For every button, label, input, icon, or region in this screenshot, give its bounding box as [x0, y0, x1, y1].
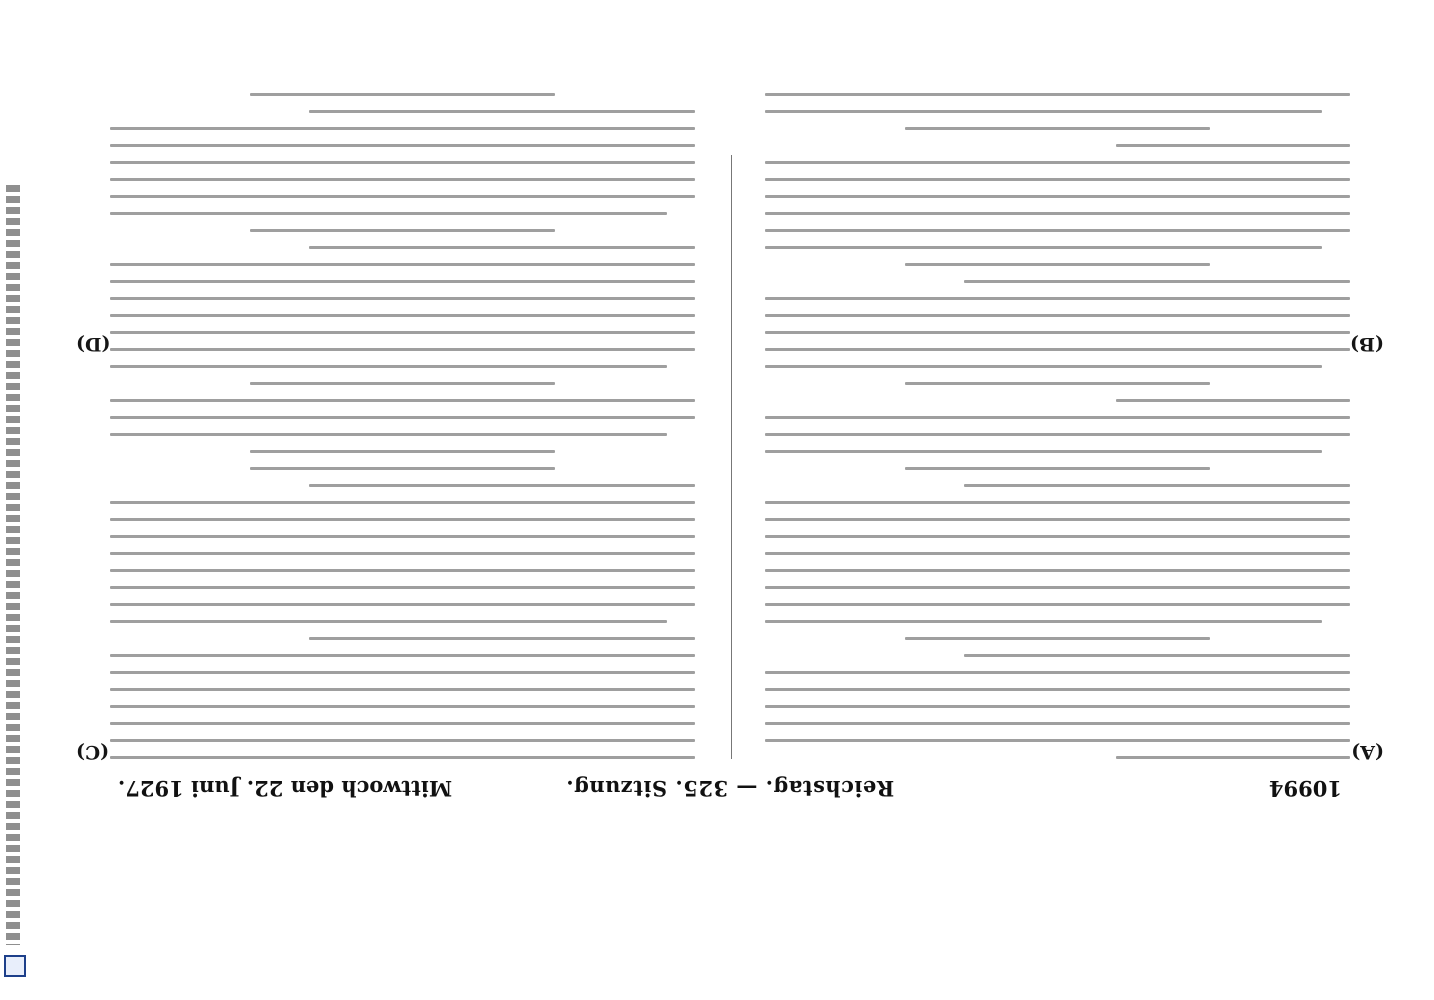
text-line [250, 229, 554, 232]
text-line [765, 314, 1350, 317]
text-line [110, 552, 695, 555]
text-line [309, 110, 695, 113]
text-line [905, 467, 1209, 470]
text-line [964, 654, 1350, 657]
text-line [765, 671, 1350, 674]
text-line [1116, 399, 1350, 402]
text-line [110, 688, 695, 691]
text-line [765, 93, 1350, 96]
text-line [110, 739, 695, 742]
text-line [110, 586, 695, 589]
text-line [765, 722, 1350, 725]
text-line [110, 280, 695, 283]
text-line [765, 518, 1350, 521]
text-line [765, 535, 1350, 538]
text-line [110, 501, 695, 504]
text-line [110, 603, 695, 606]
margin-marker-b: (B) [1349, 333, 1384, 355]
text-line [765, 705, 1350, 708]
text-line [765, 688, 1350, 691]
text-line [110, 348, 695, 351]
text-line [905, 263, 1209, 266]
text-line [765, 552, 1350, 555]
digitization-sidebar [6, 185, 20, 975]
text-line [765, 246, 1322, 249]
text-line [110, 518, 695, 521]
text-line [110, 535, 695, 538]
text-line [765, 348, 1350, 351]
sidebar-vertical-text [6, 185, 20, 945]
text-line [250, 467, 554, 470]
text-line [765, 739, 1350, 742]
text-line [110, 620, 667, 623]
text-line [250, 382, 554, 385]
text-line [110, 654, 695, 657]
text-line [110, 722, 695, 725]
session-title: Reichstag. — 325. Sitzung. [565, 776, 895, 801]
text-line [765, 331, 1350, 334]
text-line [110, 161, 695, 164]
text-line [1116, 756, 1350, 759]
text-line [765, 297, 1350, 300]
text-line [110, 144, 695, 147]
page-number: 10994 [1268, 776, 1342, 801]
text-line [1116, 144, 1350, 147]
text-line [765, 501, 1350, 504]
text-line [110, 569, 695, 572]
text-line [110, 178, 695, 181]
text-line [765, 416, 1350, 419]
text-line [765, 620, 1322, 623]
left-column [765, 95, 1350, 759]
text-line [905, 637, 1209, 640]
dfg-logo [4, 955, 26, 977]
text-line [110, 756, 695, 759]
text-line [309, 484, 695, 487]
text-line [765, 161, 1350, 164]
text-line [110, 212, 667, 215]
text-line [905, 127, 1209, 130]
column-divider [731, 155, 732, 759]
text-line [765, 365, 1322, 368]
text-line [905, 382, 1209, 385]
text-line [765, 569, 1350, 572]
text-line [765, 433, 1350, 436]
text-line [110, 195, 695, 198]
text-line [110, 671, 695, 674]
text-line [765, 212, 1350, 215]
text-line [110, 314, 695, 317]
text-line [964, 484, 1350, 487]
text-line [765, 586, 1350, 589]
text-line [309, 246, 695, 249]
text-line [110, 263, 695, 266]
rotated-page [76, 95, 1384, 803]
text-line [765, 603, 1350, 606]
text-line [110, 297, 695, 300]
text-line [765, 178, 1350, 181]
margin-marker-d: (D) [76, 333, 111, 355]
text-line [110, 433, 667, 436]
text-line [765, 195, 1350, 198]
text-line [110, 331, 695, 334]
text-line [110, 365, 667, 368]
right-column [110, 95, 695, 759]
text-line [250, 450, 554, 453]
text-line [110, 127, 695, 130]
text-line [110, 416, 695, 419]
text-line [765, 450, 1322, 453]
text-line [964, 280, 1350, 283]
running-head [110, 769, 1350, 803]
margin-marker-a: (A) [1351, 741, 1384, 763]
text-line [110, 705, 695, 708]
text-line [309, 637, 695, 640]
text-line [765, 229, 1350, 232]
margin-marker-c: (C) [76, 741, 110, 763]
text-line [765, 110, 1322, 113]
session-date: Mittwoch den 22. Juni 1927. [118, 776, 453, 801]
text-line [110, 399, 695, 402]
text-line [250, 93, 554, 96]
